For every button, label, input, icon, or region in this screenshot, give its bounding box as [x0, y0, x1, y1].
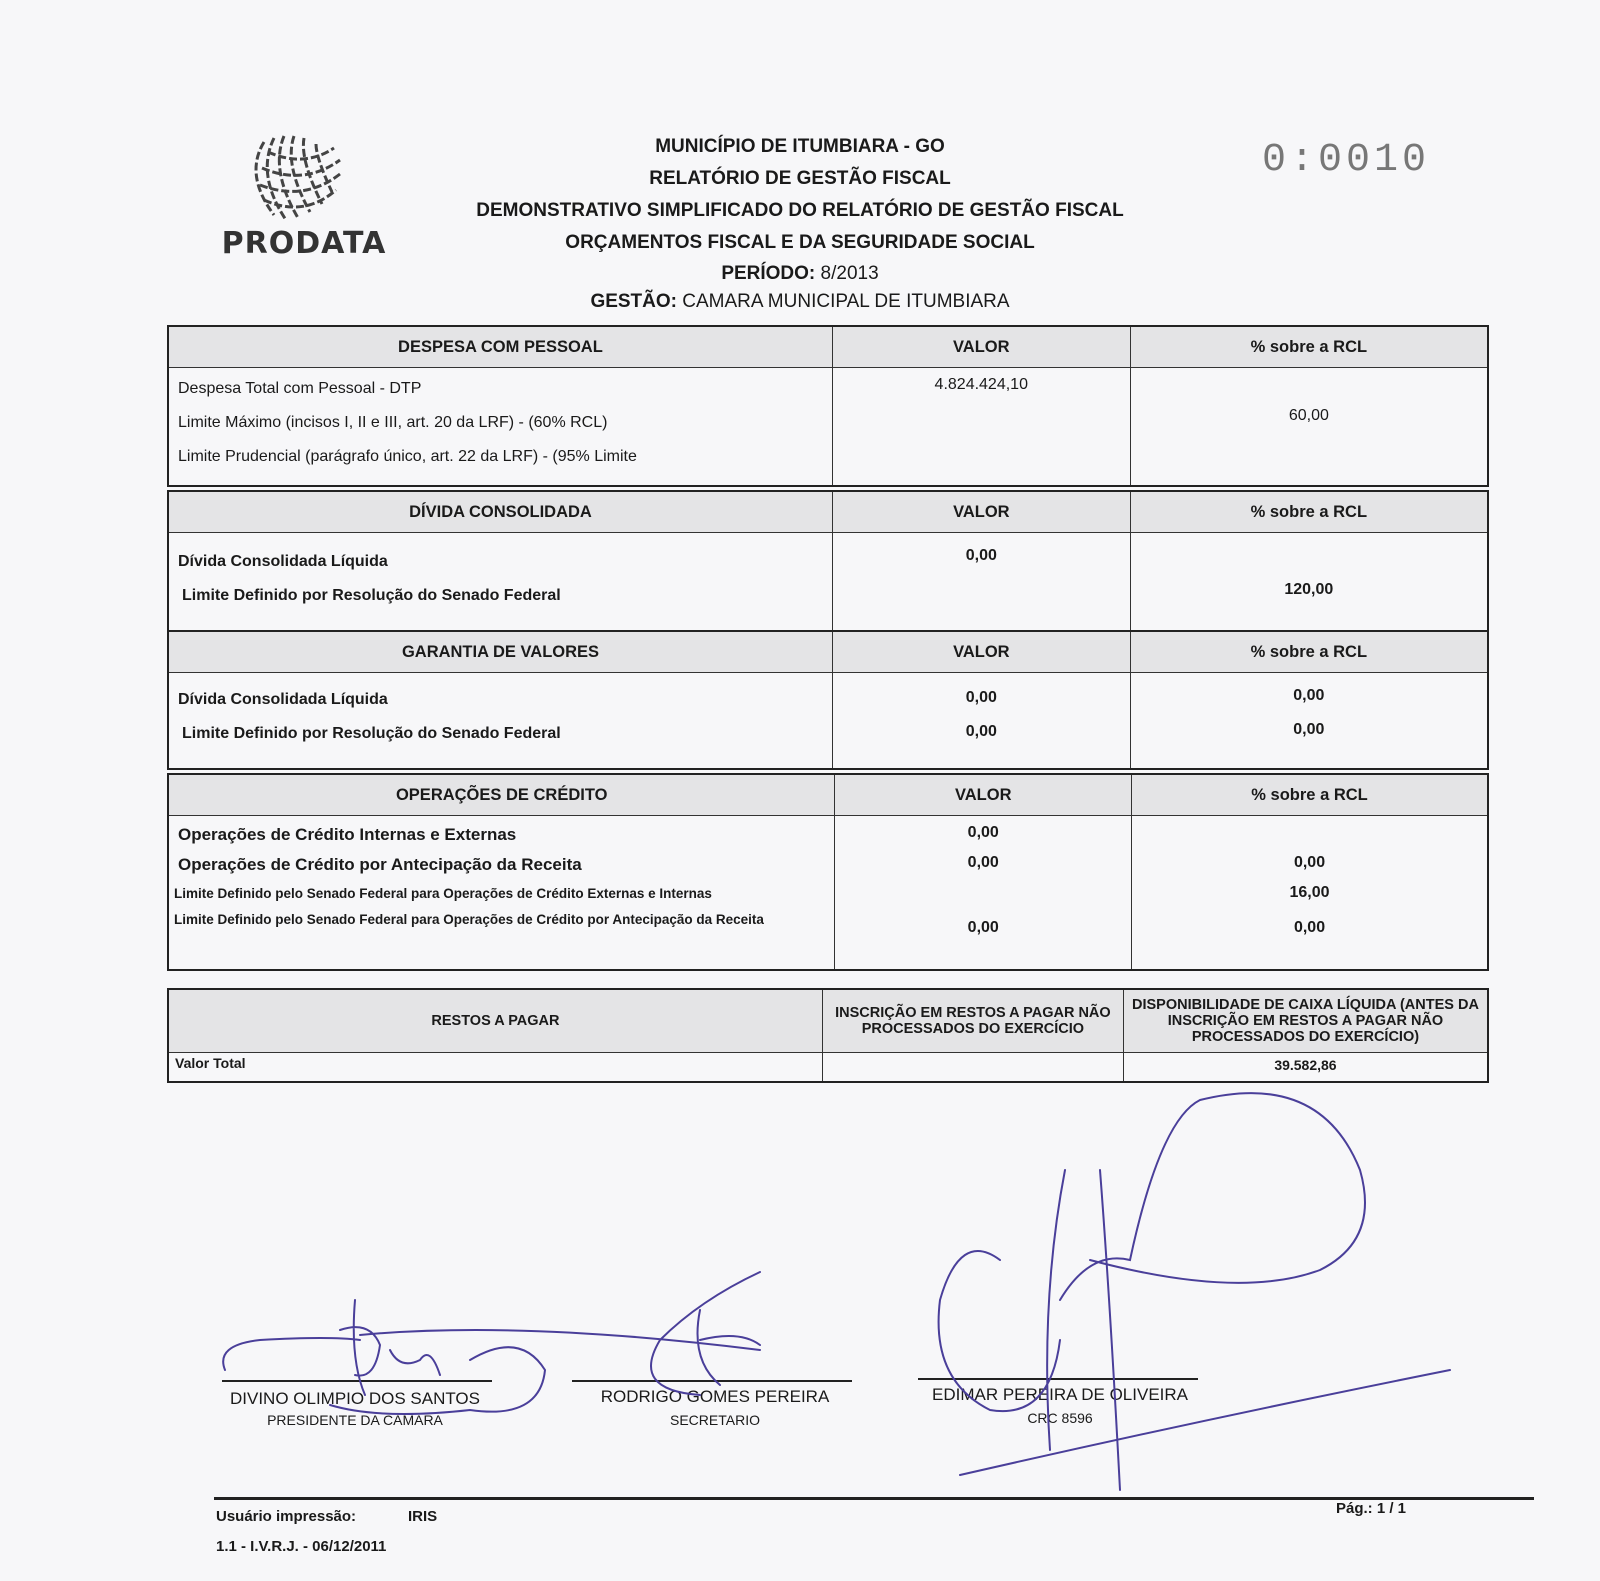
- header-divida: DÍVIDA CONSOLIDADA: [168, 491, 833, 533]
- signature-line: [222, 1380, 492, 1382]
- header-disponibilidade: DISPONIBILIDADE DE CAIXA LÍQUIDA (ANTES DA INSCRIÇÃO EM RESTOS A PAGAR NÃO PROCESSADOS DO EXERCÍCIO): [1123, 989, 1488, 1053]
- row-label: Dívida Consolidada Líquida: [178, 553, 388, 570]
- table-operacoes-credito: [167, 773, 1489, 971]
- table-restos-pagar: [167, 988, 1489, 1083]
- management-label: GESTÃO:: [590, 291, 677, 312]
- management-value: CAMARA MUNICIPAL DE ITUMBIARA: [682, 291, 1010, 312]
- print-user-label: Usuário impressão:: [216, 1508, 357, 1525]
- disponibilidade-cell: 39.582,86: [1123, 1053, 1488, 1083]
- logo-text: PRODATA: [221, 226, 387, 261]
- header-valor: VALOR: [835, 774, 1132, 816]
- page-number: Pág.: 1 / 1: [1336, 1500, 1407, 1517]
- rcl-cell: 16,00: [1289, 884, 1330, 901]
- header-rcl: % sobre a RCL: [1132, 774, 1488, 816]
- signature-line: [918, 1378, 1198, 1380]
- row-label: Limite Definido por Resolução do Senado Federal: [182, 587, 561, 604]
- row-label: Despesa Total com Pessoal - DTP: [178, 380, 422, 397]
- header-management: [0, 291, 1600, 313]
- valor-cell: 0,00: [967, 919, 999, 936]
- rcl-cell: 120,00: [1284, 581, 1334, 598]
- valor-cell: 0,00: [965, 547, 997, 564]
- signer-name: DIVINO OLIMPIO DOS SANTOS: [229, 1389, 480, 1408]
- row-label: Limite Prudencial (parágrafo único, art. 22 da LRF) - (95% Limite: [178, 448, 637, 465]
- header-period: [0, 263, 1600, 285]
- header-rcl: % sobre a RCL: [1130, 631, 1488, 673]
- print-user-value: IRIS: [408, 1508, 438, 1525]
- header-valor: VALOR: [832, 326, 1130, 368]
- valor-cell: 0,00: [967, 824, 999, 841]
- header-restos: RESTOS A PAGAR: [168, 989, 822, 1053]
- header-garantia: GARANTIA DE VALORES: [168, 631, 832, 673]
- rcl-cell: 0,00: [1293, 919, 1326, 936]
- row-label: Dívida Consolidada Líquida: [178, 691, 388, 708]
- rcl-cell: 0,00: [1293, 854, 1326, 871]
- header-rcl: % sobre a RCL: [1130, 326, 1488, 368]
- signer-role: SECRETARIO: [670, 1412, 760, 1428]
- table-divida-consolidada: [167, 490, 1489, 634]
- header-inscricao: INSCRIÇÃO EM RESTOS A PAGAR NÃO PROCESSADOS DO EXERCÍCIO: [822, 989, 1123, 1053]
- valor-cell: [834, 402, 1129, 436]
- valor-cell: 0,00: [965, 689, 997, 706]
- period-label: PERÍODO:: [721, 263, 816, 284]
- row-label: Operações de Crédito por Antecipação da Receita: [178, 855, 582, 874]
- signature-ink-3: [939, 1093, 1450, 1490]
- signature-ink-2: [360, 1272, 760, 1395]
- row-label: Valor Total: [168, 1053, 822, 1083]
- rcl-cell: [1132, 539, 1486, 573]
- header-despesa: DESPESA COM PESSOAL: [168, 326, 832, 368]
- header-report: RELATÓRIO DE GESTÃO FISCAL: [649, 168, 951, 189]
- valor-cell: [836, 878, 1130, 908]
- row-label: Limite Definido pelo Senado Federal para Operações de Crédito por Antecipação da Receita: [174, 912, 764, 927]
- table-row: [168, 368, 1488, 487]
- rcl-cell: 0,00: [1293, 687, 1325, 704]
- row-label: Limite Máximo (incisos I, II e III, art. 20 da LRF) - (60% RCL): [178, 414, 608, 431]
- header-rcl: % sobre a RCL: [1130, 491, 1488, 533]
- version-info: 1.1 - I.V.R.J. - 06/12/2011: [216, 1538, 387, 1555]
- rcl-cell: 60,00: [1288, 407, 1329, 424]
- header-valor: VALOR: [833, 491, 1131, 533]
- inscricao-cell: [822, 1053, 1123, 1083]
- signer-name: EDIMAR PEREIRA DE OLIVEIRA: [931, 1385, 1188, 1404]
- valor-cell: 0,00: [967, 854, 999, 871]
- table-despesa-pessoal: [167, 325, 1489, 487]
- table-garantia-valores: [167, 630, 1489, 770]
- rcl-cell: [1132, 433, 1486, 467]
- header-budgets: ORÇAMENTOS FISCAL E DA SEGURIDADE SOCIAL: [565, 232, 1035, 253]
- rcl-cell: [1133, 818, 1486, 848]
- period-value: 8/2013: [820, 263, 879, 284]
- header-operacoes: OPERAÇÕES DE CRÉDITO: [168, 774, 835, 816]
- document-number: 0:0010: [1262, 138, 1431, 183]
- valor-cell: 4.824.424,10: [934, 376, 1028, 393]
- rcl-cell: 0,00: [1293, 721, 1325, 738]
- rcl-cell: [1132, 368, 1486, 402]
- row-label: Limite Definido por Resolução do Senado Federal: [182, 725, 561, 742]
- header-municipality: MUNICÍPIO DE ITUMBIARA - GO: [655, 136, 945, 157]
- signer-name: RODRIGO GOMES PEREIRA: [600, 1387, 830, 1406]
- header-valor: VALOR: [832, 631, 1130, 673]
- row-label: Limite Definido pelo Senado Federal para Operações de Crédito Externas e Internas: [174, 886, 712, 901]
- signer-role: PRESIDENTE DA CAMARA: [267, 1412, 443, 1428]
- table-row: [168, 533, 1488, 634]
- signer-role: CRC 8596: [1027, 1410, 1093, 1426]
- header-statement: DEMONSTRATIVO SIMPLIFICADO DO RELATÓRIO DE GESTÃO FISCAL: [476, 200, 1124, 221]
- signature-line: [572, 1380, 852, 1382]
- table-row: [168, 1053, 1488, 1083]
- valor-cell: 0,00: [965, 723, 997, 740]
- table-row: [168, 816, 1488, 971]
- row-label: Operações de Crédito Internas e Externas: [178, 825, 517, 844]
- valor-cell: [834, 436, 1129, 470]
- table-row: [168, 673, 1488, 770]
- valor-cell: [834, 573, 1129, 607]
